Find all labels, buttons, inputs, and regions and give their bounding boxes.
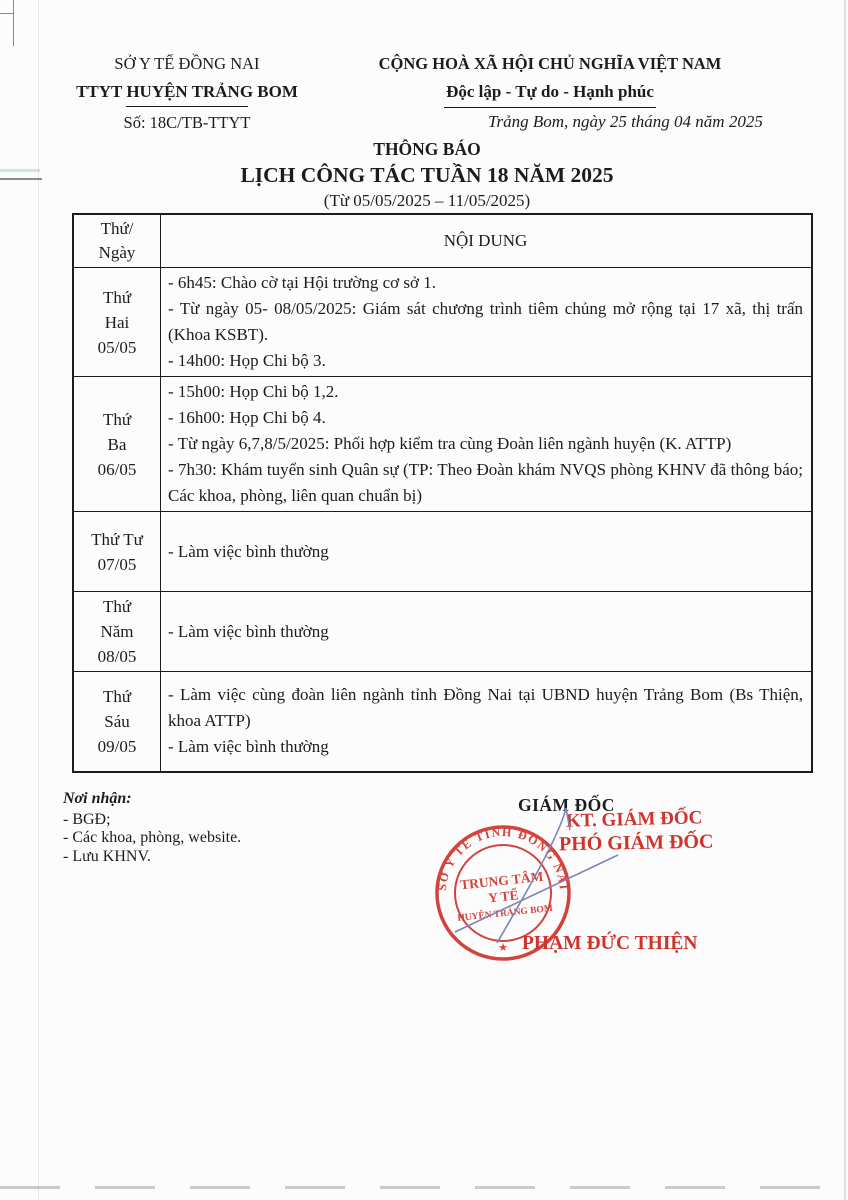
table-row-thursday [73, 592, 812, 672]
stamp-center-line1: TRUNG TÂM [459, 868, 544, 893]
stamp-center-line2: Y TẾ [487, 887, 520, 906]
deputy-director-title: PHÓ GIÁM ĐỐC [558, 830, 714, 856]
schedule-title: LỊCH CÔNG TÁC TUẦN 18 NĂM 2025 [240, 163, 614, 187]
parent-org-name: SỞ Y TẾ ĐỒNG NAI [114, 54, 260, 73]
scan-bottom-artifact [0, 1186, 848, 1189]
recipients-list: - BGĐ; - Các khoa, phòng, website. - Lưu KHNV. [63, 810, 242, 865]
document-title [27, 137, 827, 213]
director-title: GIÁM ĐỐC [518, 795, 615, 815]
org-name: TTYT HUYỆN TRẢNG BOM [76, 82, 298, 101]
day-cell: Thứ Hai 05/05 [73, 268, 161, 377]
content-cell: - Làm việc cùng đoàn liên ngành tỉnh Đồng Nai tại UBND huyện Trảng Bom (Bs Thiện, khoa ATTP) - Làm việc bình thường [161, 672, 813, 772]
content-cell: - 15h00: Họp Chi bộ 1,2. - 16h00: Họp Chi bộ 4. - Từ ngày 6,7,8/5/2025: Phối hợp kiểm tra cùng Đoàn liên ngành huyện (K. ATTP) - 7h30: Khám tuyển sinh Quân sự (TP: Theo Đoàn khám NVQS phòng KHNV đã thông báo; Các khoa, phòng, liên quan chuẩn bị) [161, 377, 813, 512]
content-column-header: NỘI DUNG [161, 214, 813, 268]
table-row-tuesday [73, 377, 812, 512]
content-cell: - Làm việc bình thường [161, 592, 813, 672]
national-motto-line2: Độc lập - Tự do - Hạnh phúc [444, 78, 656, 108]
on-behalf-title: KT. GIÁM ĐỐC [565, 807, 703, 832]
notice-label: THÔNG BÁO [373, 139, 481, 159]
handwritten-signature [430, 790, 730, 960]
signature-stroke [497, 808, 566, 943]
table-row-wednesday [73, 512, 812, 592]
signature-stroke [566, 808, 570, 830]
stamp-center-line3: HUYỆN TRẢNG BOM [456, 903, 554, 924]
content-cell: - 6h45: Chào cờ tại Hội trường cơ sở 1. - Từ ngày 05- 08/05/2025: Giám sát chương trình tiêm chủng mở rộng tại 17 xã, thị trấn (Khoa KSBT). - 14h00: Họp Chi bộ 3. [161, 268, 813, 377]
national-motto-line1: CỘNG HOÀ XÃ HỘI CHỦ NGHĨA VIỆT NAM [378, 54, 722, 73]
scan-corner-mark [0, 13, 13, 14]
table-header-row [73, 214, 812, 268]
header-national [372, 50, 728, 108]
day-cell: Thứ Năm 08/05 [73, 592, 161, 672]
day-column-header: Thứ/ Ngày [73, 214, 161, 268]
table-row-friday [73, 672, 812, 772]
content-cell: - Làm việc bình thường [161, 512, 813, 592]
header-issuing-org [62, 50, 312, 137]
date-range: (Từ 05/05/2025 – 11/05/2025) [323, 191, 531, 210]
table-row-monday [73, 268, 812, 377]
star-icon: ★ [498, 942, 508, 954]
stamp-ring-text: SỞ Y TẾ TỈNH ĐỒNG NAI [434, 824, 572, 892]
recipients-block [63, 790, 241, 866]
signer-name: PHẠM ĐỨC THIỆN [522, 933, 698, 954]
signature-stroke [455, 855, 618, 932]
day-cell: Thứ Ba 06/05 [73, 377, 161, 512]
day-cell: Thứ Sáu 09/05 [73, 672, 161, 772]
recipients-label: Nơi nhận: [63, 790, 132, 807]
issue-date-line: Trảng Bom, ngày 25 tháng 04 năm 2025 [488, 112, 763, 131]
scan-right-edge [844, 0, 846, 1200]
schedule-table [72, 213, 813, 773]
day-cell: Thứ Tư 07/05 [73, 512, 161, 592]
scan-corner-mark [13, 0, 14, 46]
org-name-underline [126, 106, 248, 107]
document-number: Số: 18C/TB-TTYT [123, 113, 251, 132]
